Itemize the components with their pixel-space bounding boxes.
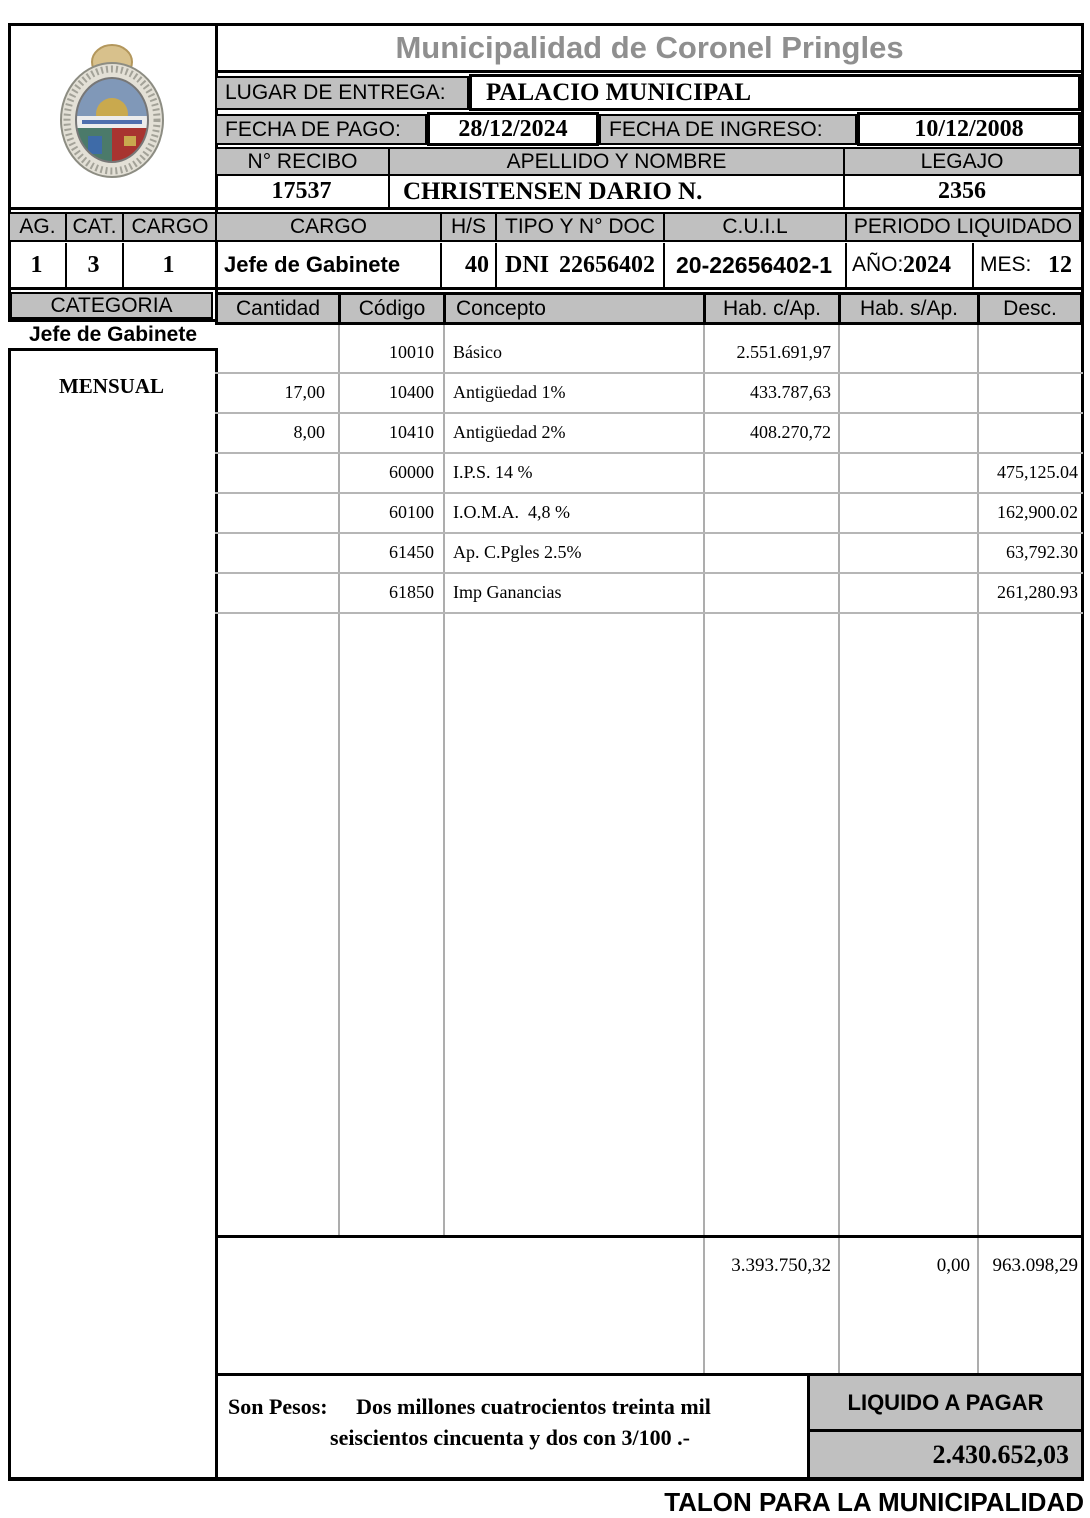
mes-value: 12 (1048, 252, 1072, 278)
cell-conc: I.O.M.A. 4,8 % (453, 502, 570, 522)
row2-divider-5 (663, 243, 665, 287)
cell-desc (977, 334, 1078, 372)
table-row (215, 574, 1083, 614)
cell-desc: 475,125.04 (997, 462, 1078, 482)
cell-conc: Ap. C.Pgles 2.5% (453, 542, 582, 562)
municipal-crest-logo (50, 32, 175, 182)
cat-value: 3 (87, 252, 100, 278)
lugar-entrega-value: PALACIO MUNICIPAL (469, 74, 1081, 111)
importe-letras-1: Dos millones cuatrocientos treinta mil (356, 1394, 711, 1419)
son-pesos-label: Son Pesos: (228, 1394, 328, 1419)
cell-cod: 10410 (389, 422, 434, 442)
cell-conc: Antigüedad 2% (453, 422, 566, 442)
cell-cant (215, 574, 325, 612)
anio-label: AÑO: (852, 253, 904, 276)
cell-habs (838, 454, 970, 492)
totals-row (215, 1248, 1083, 1286)
row2-divider-4 (495, 243, 497, 287)
cell-habc (703, 494, 831, 532)
logo-cell-bottom-border (8, 207, 218, 210)
col-header-codigo: Código (338, 292, 446, 325)
col-header-hab-s: Hab. s/Ap. (838, 292, 980, 325)
periodo-label: PERIODO LIQUIDADO (845, 212, 1081, 242)
page-title: Municipalidad de Coronel Pringles (395, 30, 904, 65)
cell-cant: 17,00 (284, 382, 325, 402)
categoria-label: CATEGORIA (10, 292, 213, 319)
cell-habs (838, 334, 970, 372)
fecha-ingreso-label: FECHA DE INGRESO: (599, 114, 857, 145)
cell-habc: 2.551.691,97 (736, 342, 831, 362)
apellido-label: APELLIDO Y NOMBRE (388, 147, 845, 176)
border-bottom (8, 1477, 1084, 1481)
fecha-pago-value: 28/12/2024 (427, 112, 599, 146)
cargo-num-value: 1 (162, 252, 175, 278)
cat-label: CAT. (65, 212, 124, 242)
col-header-cantidad: Cantidad (215, 292, 341, 325)
liquido-value: 2.430.652,03 (932, 1440, 1069, 1469)
cell-habc: 408.270,72 (750, 422, 831, 442)
total-hab-s: 0,00 (936, 1255, 970, 1276)
name-row-bottom-border (215, 207, 1084, 210)
legajo-label: LEGAJO (843, 147, 1081, 176)
cell-cant (215, 334, 325, 372)
cargo-label: CARGO (215, 212, 442, 242)
cell-desc: 63,792.30 (1006, 542, 1078, 562)
cell-conc: Antigüedad 1% (453, 382, 566, 402)
cell-conc: I.P.S. 14 % (453, 462, 533, 482)
hs-label: H/S (440, 212, 497, 242)
recibo-label: N° RECIBO (215, 147, 390, 176)
cuil-label: C.U.I.L (663, 212, 847, 242)
lugar-entrega-label: LUGAR DE ENTREGA: (215, 76, 469, 110)
name-row-divider-2 (843, 176, 845, 207)
col-header-desc: Desc. (977, 292, 1083, 325)
col-header-hab-c: Hab. c/Ap. (703, 292, 841, 325)
cell-conc: Imp Ganancias (453, 582, 562, 602)
cell-cod: 61450 (389, 542, 434, 562)
cell-cod: 60000 (389, 462, 434, 482)
row2-divider-7 (972, 243, 974, 287)
liquido-label: LIQUIDO A PAGAR (847, 1390, 1044, 1415)
row2-divider-2 (122, 243, 124, 287)
table-row (215, 414, 1083, 454)
mes-label: MES: (980, 253, 1032, 276)
cell-cod: 10010 (389, 342, 434, 362)
legajo-value: 2356 (938, 178, 986, 204)
table-row (215, 374, 1083, 414)
cell-desc (977, 414, 1078, 452)
cell-cant (215, 454, 325, 492)
recibo-value: 17537 (271, 178, 332, 204)
cell-cod: 10400 (389, 382, 434, 402)
table-row (215, 454, 1083, 494)
cell-conc: Básico (453, 342, 502, 362)
totals-top-border (215, 1235, 1084, 1238)
fecha-ingreso-value: 10/12/2008 (857, 112, 1081, 146)
cell-habc: 433.787,63 (750, 382, 831, 402)
row2-divider-3 (440, 243, 442, 287)
total-hab-c: 3.393.750,32 (731, 1255, 831, 1276)
table-row (215, 334, 1083, 374)
cell-habc (703, 454, 831, 492)
title-bottom-border (215, 70, 1084, 73)
categoria-value: Jefe de Gabinete (8, 319, 218, 351)
cell-habs (838, 374, 970, 412)
doc-tipo-value: DNI (505, 252, 550, 278)
ag-value: 1 (30, 252, 43, 278)
anio-value: 2024 (903, 252, 951, 278)
cell-habs (838, 414, 970, 452)
table-row (215, 534, 1083, 574)
cell-habc (703, 534, 831, 572)
ag-label: AG. (8, 212, 67, 242)
apellido-value: CHRISTENSEN DARIO N. (403, 178, 703, 205)
importe-letras-2: seiscientos cincuenta y dos con 3/100 .- (330, 1425, 690, 1450)
cell-cant (215, 534, 325, 572)
hs-value: 40 (465, 252, 489, 278)
detail-table (215, 334, 1083, 614)
fecha-pago-label: FECHA DE PAGO: (215, 114, 427, 145)
table-row (215, 494, 1083, 534)
doc-label: TIPO Y N° DOC (495, 212, 665, 242)
col-header-concepto: Concepto (443, 292, 706, 325)
cell-cod: 60100 (389, 502, 434, 522)
cargo-num-label: CARGO (122, 212, 218, 242)
cell-desc: 162,900.02 (997, 502, 1078, 522)
cell-desc (977, 374, 1078, 412)
regimen-mensual: MENSUAL (58, 374, 164, 398)
cell-cant: 8,00 (293, 422, 325, 442)
cell-desc: 261,280.93 (997, 582, 1078, 602)
talon-label: TALON PARA LA MUNICIPALIDAD (664, 1487, 1084, 1517)
cell-cod: 61850 (389, 582, 434, 602)
total-desc: 963.098,29 (992, 1255, 1078, 1276)
cell-habs (838, 574, 970, 612)
son-pesos-line1 (228, 1390, 793, 1424)
row2-divider-6 (845, 243, 847, 287)
cargo-value: Jefe de Gabinete (224, 252, 401, 277)
cuil-value: 20-22656402-1 (675, 252, 833, 278)
name-row-divider-1 (388, 176, 390, 207)
row2-bottom-border (8, 287, 1084, 290)
cell-cant (215, 494, 325, 532)
row2-divider-1 (65, 243, 67, 287)
doc-numero-value: 22656402 (559, 252, 655, 278)
cell-habs (838, 534, 970, 572)
cell-habc (703, 574, 831, 612)
cell-habs (838, 494, 970, 532)
